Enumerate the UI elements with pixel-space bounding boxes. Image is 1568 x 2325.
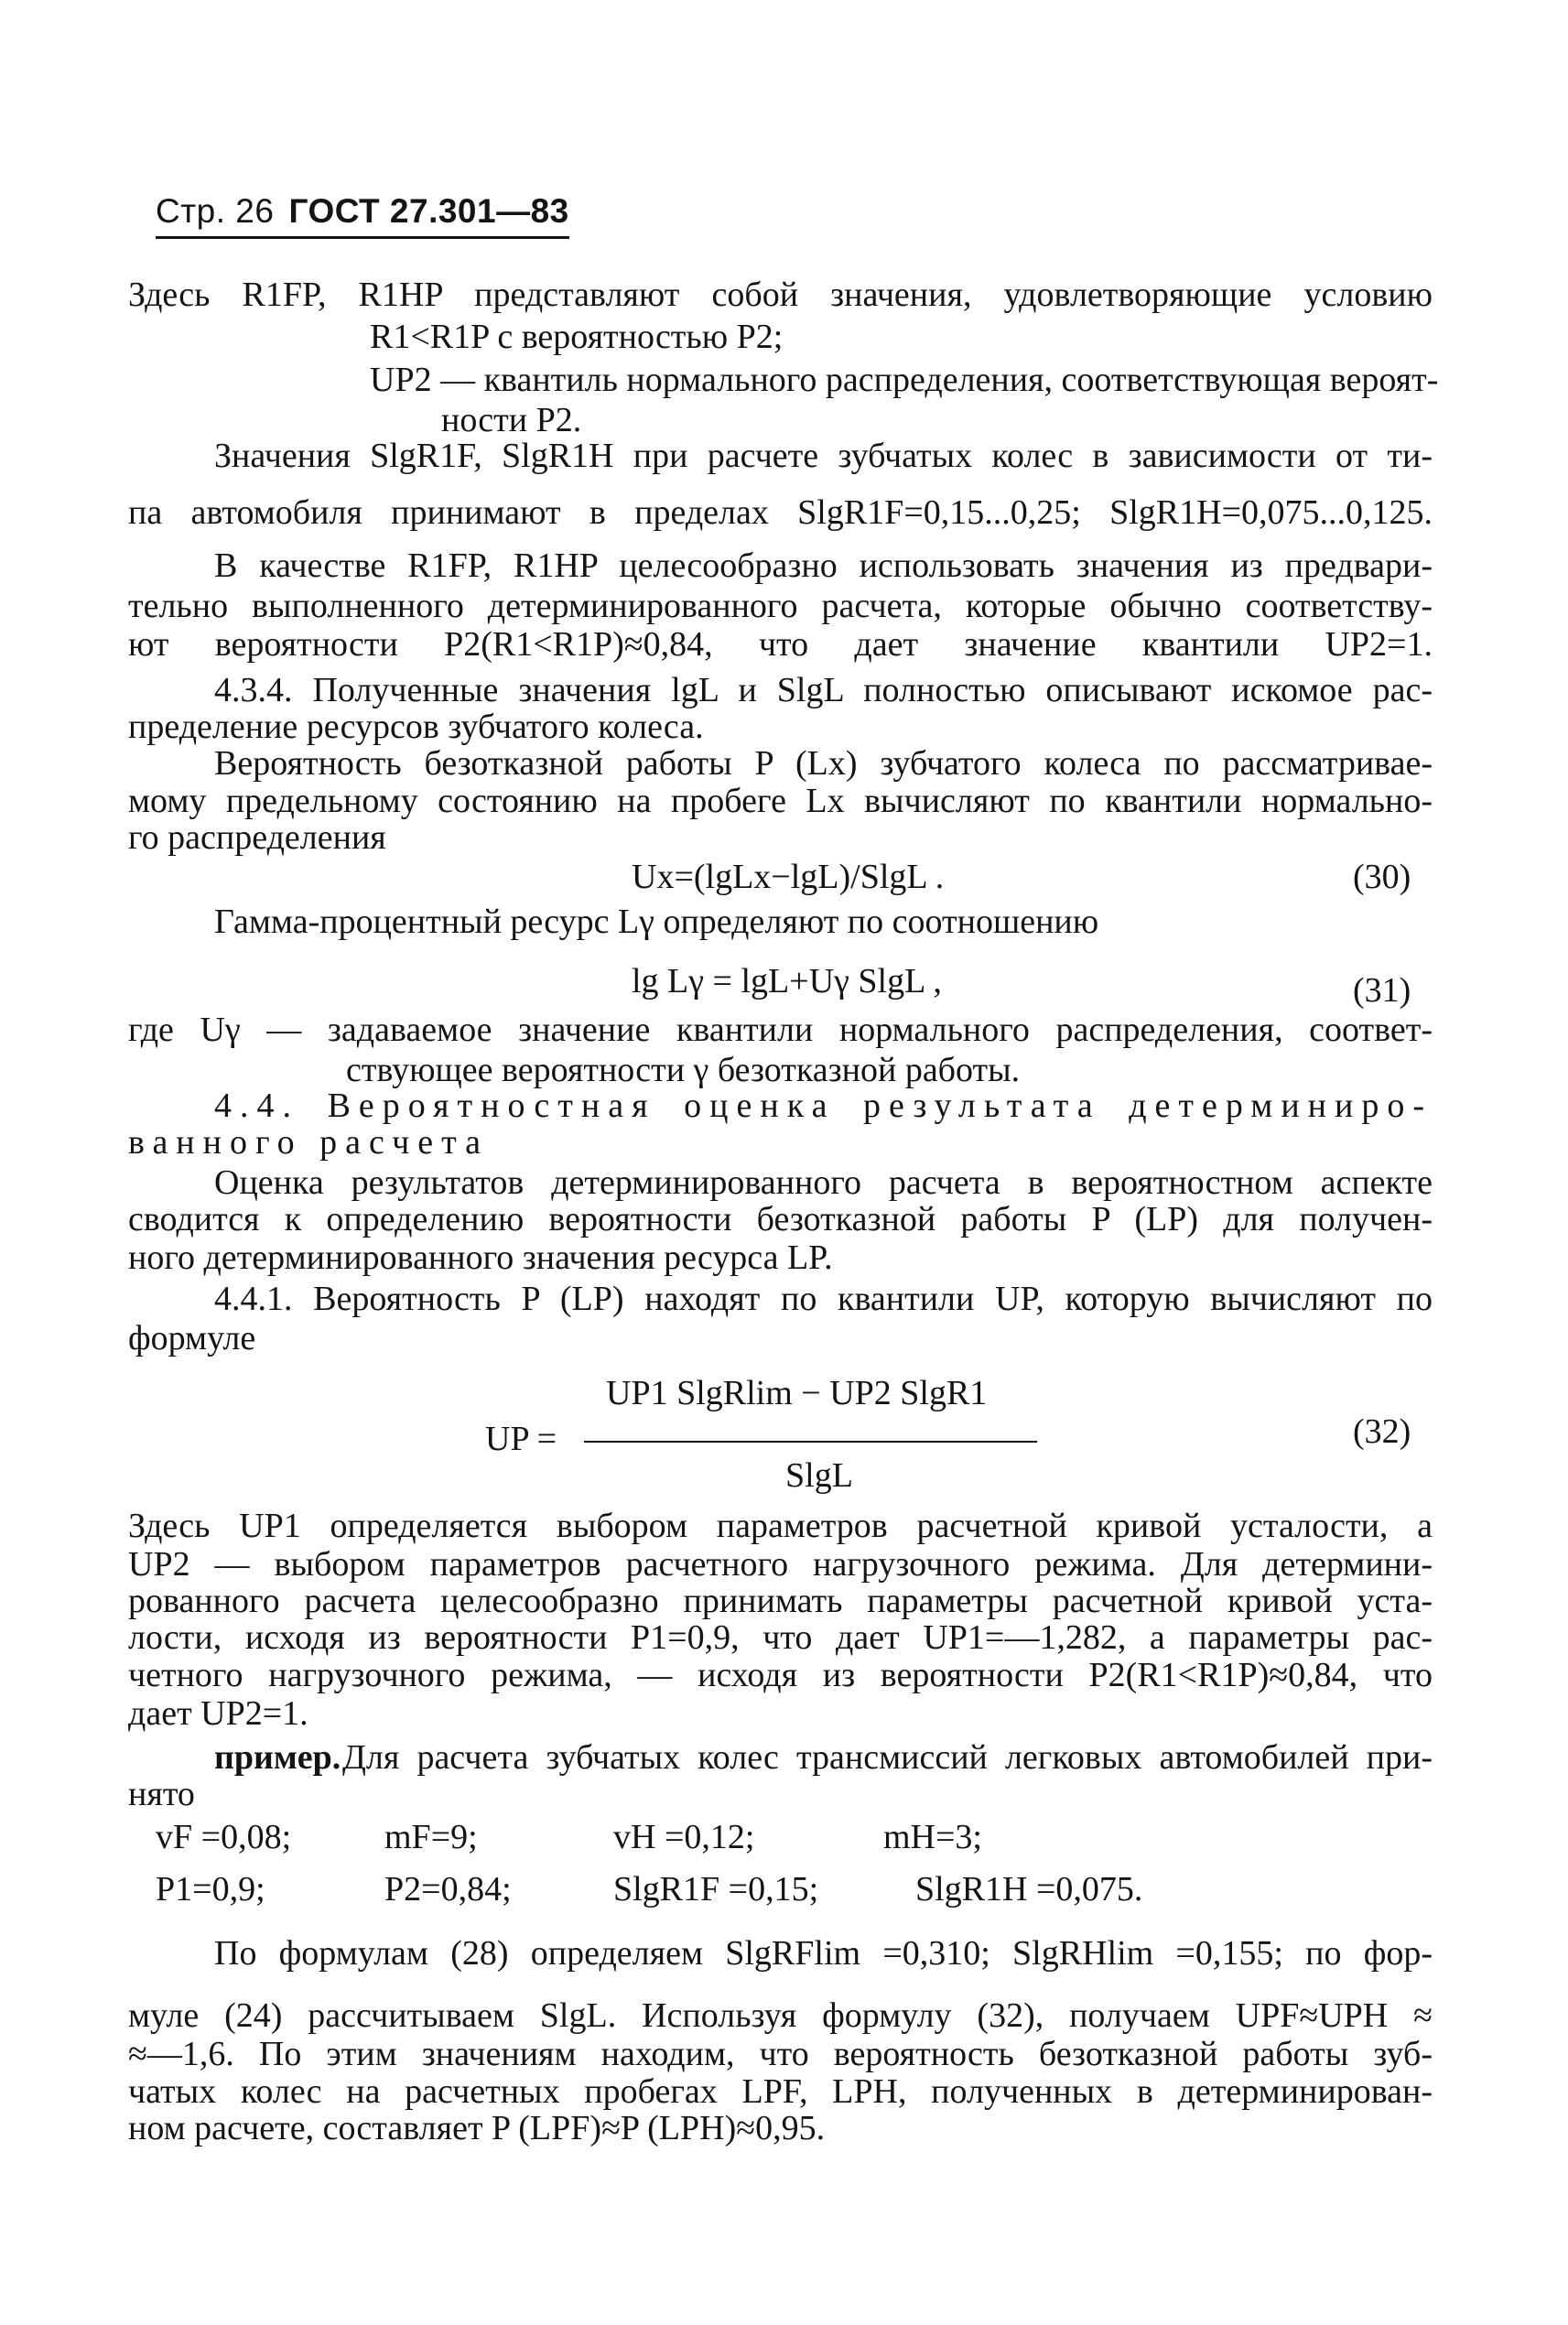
text-line: ного детерминированного значения ресурса LP.	[128, 1238, 833, 1277]
formula-31: lg Lγ = lgL+Uγ SlgL ,	[632, 962, 942, 1000]
param-vh: vH =0,12;	[613, 1818, 755, 1856]
fraction-bar	[584, 1441, 1037, 1443]
text-line: UP2 — выбором параметров расчетного нагрузочного режима. Для детермини-	[128, 1545, 1433, 1584]
formula-32-lhs: UP =	[485, 1420, 557, 1458]
text-line: Здесь R1FP, R1HP представляют собой значения, удовлетворяющие условию	[128, 276, 1433, 314]
text-line: мому предельному состоянию на пробеге Lx вычисляют по квантили нормально-	[128, 782, 1433, 820]
param-mf: mF=9;	[384, 1818, 478, 1856]
text-line: дает UP2=1.	[128, 1694, 308, 1733]
formula-32-numerator: UP1 SlgRlim − UP2 SlgR1	[606, 1374, 988, 1412]
text-line: Оценка результатов детерминированного расчета в вероятностном аспекте	[214, 1163, 1433, 1202]
text-line: пределение ресурсов зубчатого колеса.	[128, 708, 704, 746]
text-line: го распределения	[128, 818, 386, 857]
text-line: муле (24) рассчитываем SlgL. Используя формулу (32), получаем UPF≈UPH ≈	[128, 1996, 1433, 2035]
section-heading: 4.4. Вероятностная оценка результата детерминиро-	[214, 1087, 1433, 1125]
text-line: Здесь UP1 определяется выбором параметров расчетной кривой усталости, а	[128, 1507, 1433, 1545]
text-line: тельно выполненного детерминированного расчета, которые обычно соответству-	[128, 587, 1433, 625]
param-slgr1f: SlgR1F =0,15;	[613, 1870, 819, 1909]
text-line: четного нагрузочного режима, — исходя из вероятности P2(R1<R1P)≈0,84, что	[128, 1656, 1433, 1694]
equation-number: (30)	[1353, 858, 1411, 896]
text-line: рованного расчета целесообразно принимать параметры расчетной кривой уста-	[128, 1582, 1433, 1620]
text-line: ≈—1,6. По этим значениям находим, что вероятность безотказной работы зуб-	[128, 2035, 1433, 2073]
text-line: По формулам (28) определяем SlgRFlim =0,310; SlgRHlim =0,155; по фор-	[214, 1934, 1433, 1973]
text-line: ют вероятности P2(R1<R1P)≈0,84, что дает значение квантили UP2=1.	[128, 625, 1433, 664]
param-p1: P1=0,9;	[156, 1870, 265, 1909]
formula-32-denominator: SlgL	[785, 1456, 853, 1495]
text-line: па автомобиля принимают в пределах SlgR1F=0,15...0,25; SlgR1H=0,075...0,125.	[128, 493, 1433, 532]
section-heading: ванного расчета	[128, 1123, 490, 1162]
text-line: Вероятность безотказной работы P (Lx) зубчатого колеса по рассматривае-	[214, 744, 1433, 783]
text-line: Гамма-процентный ресурс Lγ определяют по соотношению	[214, 903, 1099, 941]
text-line: 4.4.1. Вероятность P (LP) находят по квантили UP, которую вычисляют по	[214, 1280, 1433, 1318]
param-vf: vF =0,08;	[156, 1818, 292, 1856]
text-line: чатых колес на расчетных пробегах LPF, LPH, полученных в детерминирован-	[128, 2072, 1433, 2111]
text-line: R1<R1P с вероятностью P2;	[370, 318, 784, 356]
text-line: сводится к определению вероятности безотказной работы P (LP) для получен-	[128, 1200, 1433, 1238]
example-label: пример.	[214, 1738, 341, 1777]
standard-code: ГОСТ 27.301—83	[288, 192, 569, 230]
text-line: Значения SlgR1F, SlgR1H при расчете зубчатых колес в зависимости от ти-	[214, 437, 1433, 475]
equation-number: (31)	[1353, 971, 1411, 1010]
param-slgr1h: SlgR1H =0,075.	[915, 1870, 1143, 1909]
text-line: где Uγ — задаваемое значение квантили нормального распределения, соответ-	[128, 1011, 1433, 1049]
page-number: Стр. 26	[156, 192, 275, 230]
param-p2: P2=0,84;	[384, 1870, 512, 1909]
param-mh: mH=3;	[883, 1818, 982, 1856]
formula-30: Ux=(lgLx−lgL)/SlgL .	[632, 858, 945, 896]
equation-number: (32)	[1353, 1412, 1411, 1451]
text-line: формуле	[128, 1319, 256, 1357]
text-line: Для расчета зубчатых колес трансмиссий легковых автомобилей при-	[342, 1738, 1433, 1777]
text-line: лости, исходя из вероятности P1=0,9, что дает UP1=—1,282, а параметры рас-	[128, 1618, 1433, 1657]
page-header	[156, 192, 569, 239]
text-line: UP2 — квантиль нормального распределения, соответствующая вероят-	[370, 361, 1439, 399]
text-line: В качестве R1FP, R1HP целесообразно использовать значения из предвари-	[214, 546, 1433, 585]
text-line: нято	[128, 1775, 195, 1813]
text-line: ном расчете, составляет P (LPF)≈P (LPH)≈0,95.	[128, 2109, 826, 2147]
text-line: ности P2.	[441, 401, 582, 439]
text-line: ствующее вероятности γ безотказной работы.	[346, 1051, 1021, 1089]
text-line: 4.3.4. Полученные значения lgL и SlgL полностью описывают искомое рас-	[214, 671, 1433, 709]
